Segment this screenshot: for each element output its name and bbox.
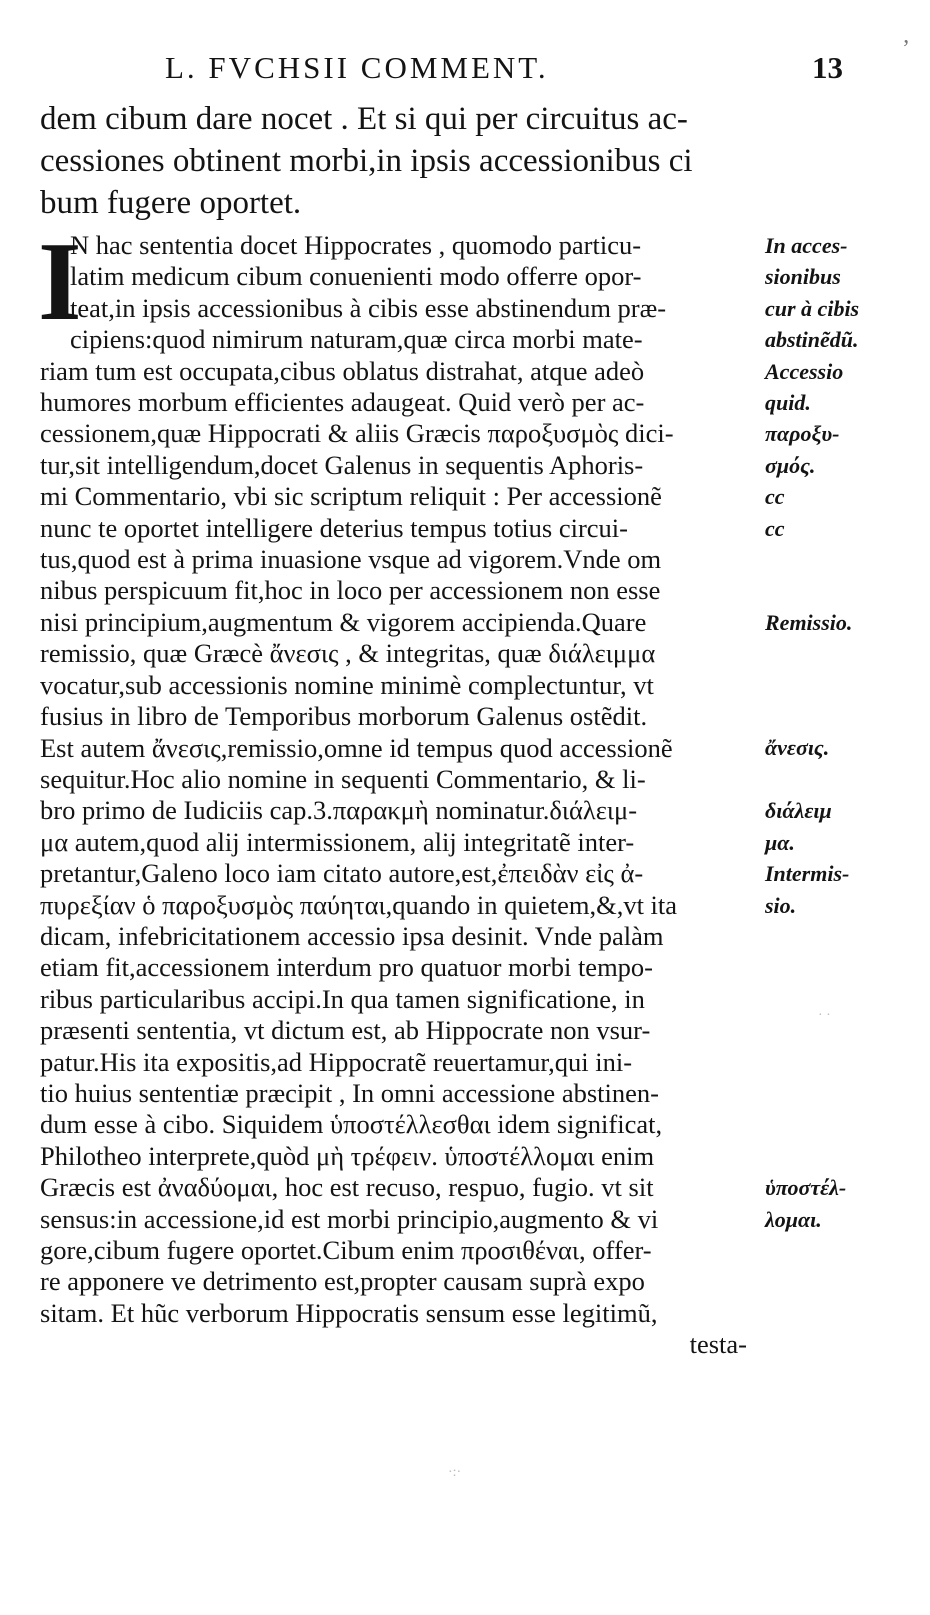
commentary-line: nisi principium,augmentum & vigorem accipienda.Quare [40, 606, 647, 637]
margin-note: μα. [765, 830, 795, 855]
margin-note: Accessio [765, 359, 844, 384]
commentary-line: tus,quod est à prima inuasione vsque ad vigorem.Vnde om [40, 544, 662, 575]
commentary-line: gore,cibum fugere oportet.Cibum enim προσιθέναι, offer- [40, 1235, 652, 1265]
commentary-line: πυρεξίαν ὁ παροξυσμὸς παύηται,quando in quietem,&,vt ita [40, 889, 678, 920]
commentary-text [38, 220, 755, 1361]
commentary-line: fusius in libro de Temporibus morborum Galenus ostẽdit. [40, 701, 648, 732]
commentary-line: vocatur,sub accessionis nomine minimè complectuntur, vt [40, 669, 654, 700]
commentary-line: tur,sit intelligendum,docet Galenus in sequentis Aphoris- [40, 449, 644, 480]
page-header [0, 36, 930, 90]
margin-note: διάλειμ [765, 798, 832, 823]
commentary-line: sequitur.Hoc alio nomine in sequenti Commentario, & li- [40, 763, 646, 794]
margin-note: cc [765, 484, 785, 509]
margin-note: σμός. [765, 453, 816, 478]
commentary-line: cipiens:quod nimirum naturam,quæ circa morbi mate- [70, 324, 643, 355]
commentary-line: dicam, infebricitationem accessio ipsa desinit. Vnde palàm [40, 920, 664, 951]
commentary-line: cessionem,quæ Hippocrati & aliis Græcis παροξυσμὸς dici- [40, 418, 674, 449]
margin-note: sio. [765, 893, 797, 918]
corner-mark: ʼ [902, 36, 910, 62]
margin-note: In acces- [765, 233, 848, 258]
aphorism-line: bum fugere oportet. [40, 185, 302, 221]
margin-note: sionibus [765, 264, 841, 289]
commentary-line: ribus particularibus accipi.In qua tamen significatione, in [40, 983, 645, 1014]
margin-note: Intermis- [765, 861, 850, 886]
commentary-line: mi Commentario, vbi sic scriptum reliquit : Per accessionẽ [40, 481, 662, 512]
margin-note: λομαι. [765, 1207, 822, 1232]
commentary-line: μα autem,quod alij intermissionem, alij integritatẽ inter- [40, 826, 635, 857]
margin-note: cc [765, 516, 785, 541]
commentary-line: nunc te oportet intelligere deterius tempus totius circui- [40, 512, 628, 543]
margin-note: ἄνεσις. [765, 735, 830, 760]
commentary-line: N hac sententia docet Hippocrates , quomodo particu- [70, 230, 642, 260]
commentary-line: sensus:in accessione,id est morbi principio,augmento & vi [40, 1203, 659, 1234]
commentary-line: Philotheo interprete,quòd μὴ τρέφειν. ὑποστέλλομαι enim [40, 1140, 655, 1171]
commentary-line: riam tum est occupata,cibus oblatus distrahat, atque adeò [40, 355, 645, 386]
commentary-line: tio huius sententiæ præcipit , In omni accessione abstinen- [40, 1077, 659, 1108]
commentary-line: sitam. Et hũc verborum Hippocratis sensum esse legitimũ, [40, 1297, 658, 1328]
commentary-line: dum esse à cibo. Siquidem ὑποστέλλεσθαι idem significat, [40, 1109, 663, 1140]
commentary-line: latim medicum cibum conuenienti modo offerre opor- [70, 261, 642, 292]
commentary-line: etiam fit,accessionem interdum pro quatuor morbi tempo- [40, 952, 654, 983]
catchword: testa- [689, 1329, 747, 1360]
commentary-line: pretantur,Galeno loco iam citato autore,est,ἐπειδὰν εἰς ἀ- [40, 858, 644, 889]
margin-note: Remissio. [765, 610, 853, 635]
commentary-line: Est autem ἄνεσις,remissio,omne id tempus quod accessionẽ [40, 732, 673, 763]
running-head: L. FVCHSII COMMENT. [165, 50, 549, 85]
commentary-line: Græcis est ἀναδύομαι, hoc est recuso, respuo, fugio. vt sit [40, 1172, 654, 1203]
page-number: 13 [812, 50, 843, 85]
margin-note: cur à cibis [765, 296, 860, 321]
margin-note: quid. [765, 390, 811, 415]
commentary-line: teat,in ipsis accessionibus à cibis esse abstinendum præ- [70, 292, 667, 323]
drop-capital: I [38, 220, 82, 344]
commentary-line: remissio, quæ Græcè ἄνεσις , & integritas, quæ διάλειμμα [40, 638, 656, 669]
commentary-line: re apponere ve detrimento est,propter causam suprà expo [40, 1266, 645, 1297]
ink-speck: ·:· [448, 1465, 462, 1480]
commentary-line: patur.His ita expositis,ad Hippocratẽ reuertamur,qui ini- [40, 1046, 633, 1077]
aphorism-line: dem cibum dare nocet . Et si qui per circuitus ac- [40, 101, 688, 137]
margin-note: ὑποστέλ- [765, 1175, 847, 1200]
aphorism-text [40, 98, 760, 224]
aphorism-line: cessiones obtinent morbi,in ipsis accessionibus ci [40, 143, 693, 179]
commentary-line: bro primo de Iudiciis cap.3.παρακμὴ nominatur.διάλειμ- [40, 795, 638, 826]
ink-speck: · · [818, 1008, 831, 1023]
commentary-line: nibus perspicuum fit,hoc in loco per accessionem non esse [40, 575, 661, 606]
commentary-line: humores morbum efficientes adaugeat. Quid verò per ac- [40, 387, 645, 418]
margin-note: abstinẽdũ. [765, 327, 859, 352]
commentary-line: præsenti sententia, vt dictum est, ab Hippocrate non vsur- [40, 1015, 651, 1046]
margin-note: παροξυ- [765, 421, 840, 446]
